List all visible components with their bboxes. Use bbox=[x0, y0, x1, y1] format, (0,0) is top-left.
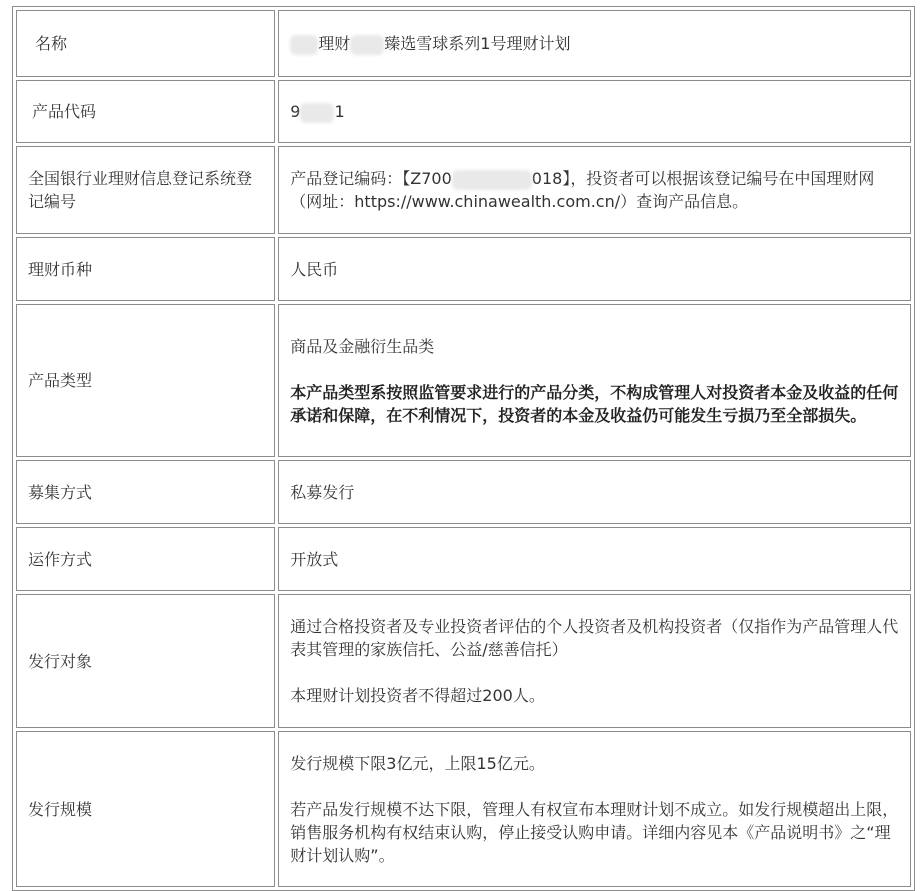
table-row bbox=[16, 304, 911, 457]
target-note: 本理财计划投资者不得超过200人。 bbox=[290, 686, 545, 705]
registration-label: 全国银行业理财信息登记系统登记编号 bbox=[16, 146, 275, 234]
currency-label: 理财币种 bbox=[16, 237, 275, 301]
redacted-block bbox=[452, 170, 532, 190]
scale-value bbox=[278, 731, 911, 887]
raising-value: 私募发行 bbox=[278, 460, 911, 524]
target-label: 发行对象 bbox=[16, 594, 275, 728]
table-row bbox=[16, 10, 911, 77]
operation-label: 运作方式 bbox=[16, 527, 275, 591]
table-row bbox=[16, 594, 911, 728]
product-spec-table bbox=[12, 6, 915, 891]
name-value bbox=[278, 10, 911, 77]
name-value-part2: 臻选雪球系列1号理财计划 bbox=[384, 34, 571, 53]
table-row bbox=[16, 80, 911, 143]
redacted-block bbox=[350, 35, 384, 55]
scale-note: 若产品发行规模不达下限，管理人有权宣布本理财计划不成立。如发行规模超出上限，销售服务机构有权结束认购，停止接受认购申请。详细内容见本《产品说明书》之“理财计划认购”。 bbox=[290, 799, 899, 865]
registration-value-part2: 018】，投资者可以根据该登记编号在中国理财网（网址：https://www.chinawealth.com.cn/）查询产品信息。 bbox=[290, 169, 875, 211]
scale-label: 发行规模 bbox=[16, 731, 275, 887]
registration-value-part1: 产品登记编码：【Z700 bbox=[290, 169, 452, 188]
code-value bbox=[278, 80, 911, 143]
target-value-text: 通过合格投资者及专业投资者评估的个人投资者及机构投资者（仅指作为产品管理人代表其管理的家族信托、公益/慈善信托） bbox=[290, 617, 899, 659]
table-row bbox=[16, 527, 911, 591]
scale-value-text: 发行规模下限3亿元，上限15亿元。 bbox=[290, 753, 545, 773]
currency-value: 人民币 bbox=[278, 237, 911, 301]
redacted-block bbox=[290, 35, 318, 55]
table-row bbox=[16, 146, 911, 234]
type-disclaimer: 本产品类型系按照监管要求进行的产品分类，不构成管理人对投资者本金及收益的任何承诺和保障，在不利情况下，投资者的本金及收益仍可能发生亏损乃至全部损失。 bbox=[290, 382, 899, 425]
operation-value: 开放式 bbox=[278, 527, 911, 591]
registration-value bbox=[278, 146, 911, 234]
code-value-part2: 1 bbox=[334, 102, 345, 121]
name-label: 名称 bbox=[16, 10, 275, 77]
type-value bbox=[278, 304, 911, 457]
table-row bbox=[16, 460, 911, 524]
table-row bbox=[16, 731, 911, 887]
redacted-block bbox=[300, 103, 334, 123]
target-value bbox=[278, 594, 911, 728]
code-label: 产品代码 bbox=[16, 80, 275, 143]
type-value-text: 商品及金融衍生品类 bbox=[290, 336, 435, 356]
name-value-part1: 理财 bbox=[318, 34, 351, 53]
raising-label: 募集方式 bbox=[16, 460, 275, 524]
type-label: 产品类型 bbox=[16, 304, 275, 457]
table-row bbox=[16, 237, 911, 301]
code-value-part1: 9 bbox=[290, 102, 301, 121]
